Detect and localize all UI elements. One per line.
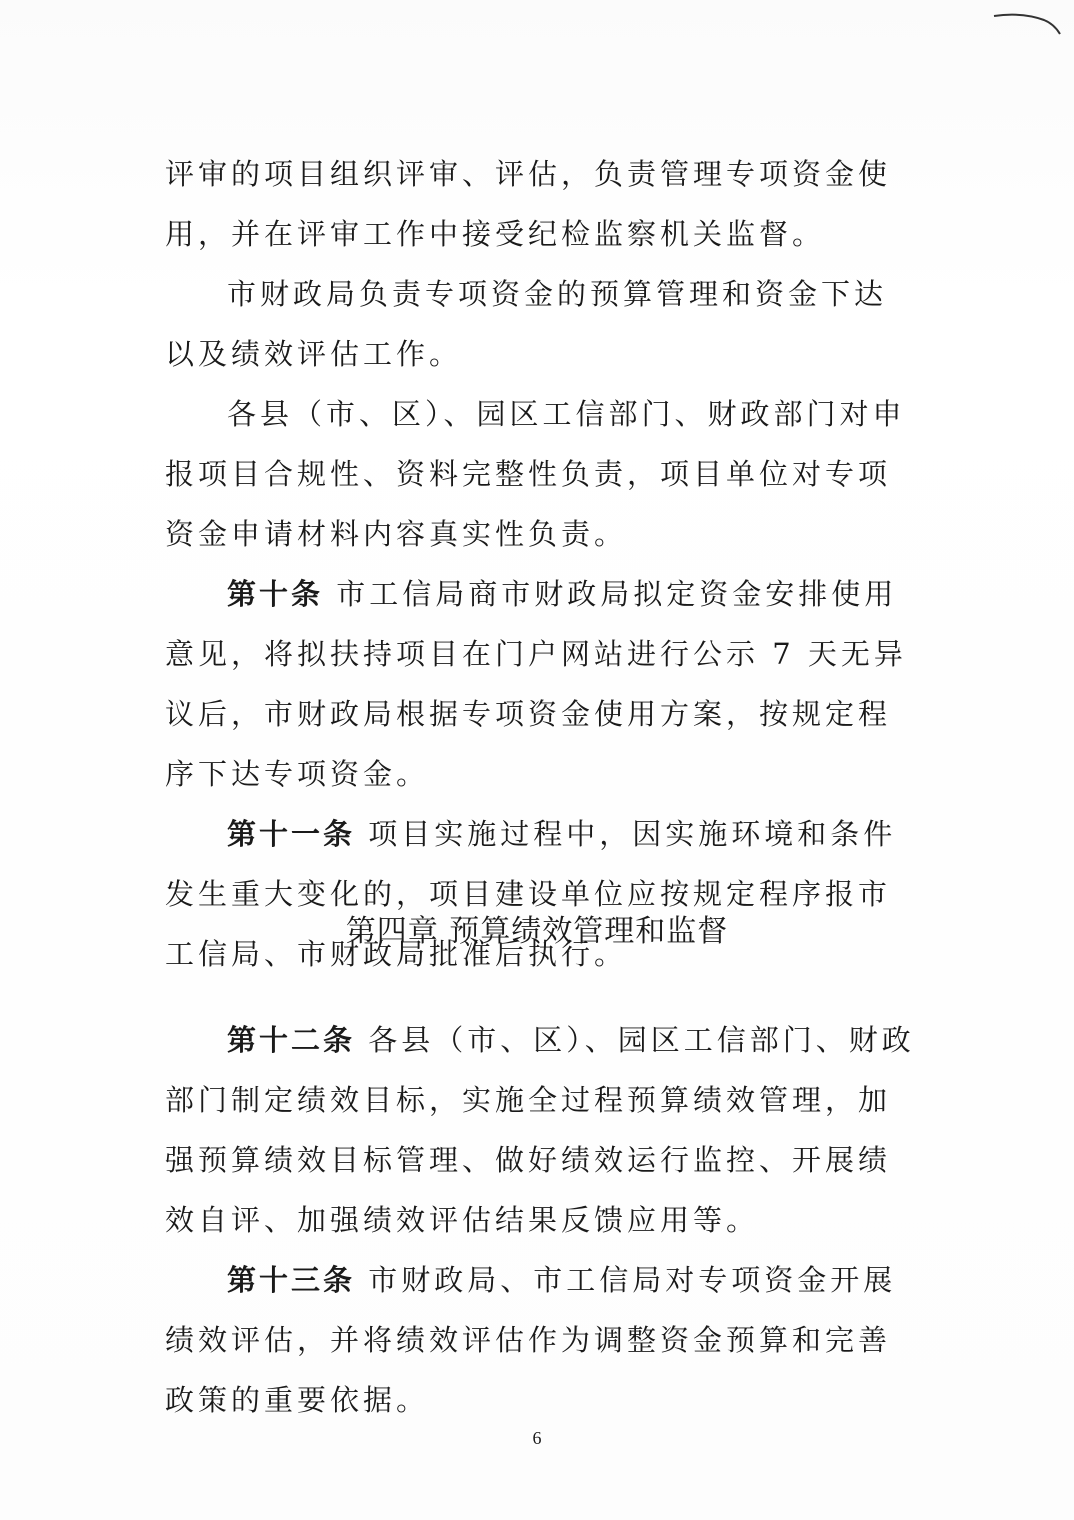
paragraph-text: 市工信局商市财政局拟定资金安排使用意见，将拟扶持项目在门户网站进行公示 7 天无异议后，市财政局根据专项资金使用方案，按规定程序下达专项资金。: [165, 577, 907, 791]
page-number: 6: [532, 1428, 542, 1448]
paragraph-3: [165, 384, 915, 564]
paragraph-text: 各县（市、区）、园区工信部门、财政部门制定绩效目标，实施全过程预算绩效管理，加强预算绩效目标管理、做好绩效运行监控、开展绩效自评、加强绩效评估结果反馈应用等。: [165, 1023, 915, 1237]
paragraph-text: 各县（市、区）、园区工信部门、财政部门对申报项目合规性、资料完整性负责，项目单位对专项资金申请材料内容真实性负责。: [165, 397, 906, 551]
paragraph-article-10: [165, 564, 915, 804]
chapter-title: 第四章 预算绩效管理和监督: [345, 914, 729, 949]
article-number: 第十二条: [227, 1023, 356, 1057]
paragraph-article-13: [165, 1250, 915, 1430]
paragraph-text: 项目实施过程中，因实施环境和条件发生重大变化的，项目建设单位应按规定程序报市工信局、市财政局批准后执行。: [165, 817, 897, 971]
paragraph-article-11: [165, 804, 915, 984]
paragraph-text: 市财政局、市工信局对专项资金开展绩效评估，并将绩效评估作为调整资金预算和完善政策的重要依据。: [165, 1263, 897, 1417]
paragraph-1: [165, 144, 915, 264]
article-number: 第十一条: [227, 817, 356, 851]
text-block-top: [165, 144, 915, 984]
article-number: 第十三条: [227, 1263, 356, 1297]
paragraph-2: [165, 264, 915, 384]
text-block-bottom: [165, 1010, 915, 1430]
paragraph-article-12: [165, 1010, 915, 1250]
paragraph-text: 评审的项目组织评审、评估，负责管理专项资金使用，并在评审工作中接受纪检监察机关监督。: [165, 157, 892, 251]
article-number: 第十条: [227, 577, 324, 611]
corner-pen-mark: [992, 8, 1062, 36]
paragraph-text: 市财政局负责专项资金的预算管理和资金下达以及绩效评估工作。: [165, 277, 888, 371]
